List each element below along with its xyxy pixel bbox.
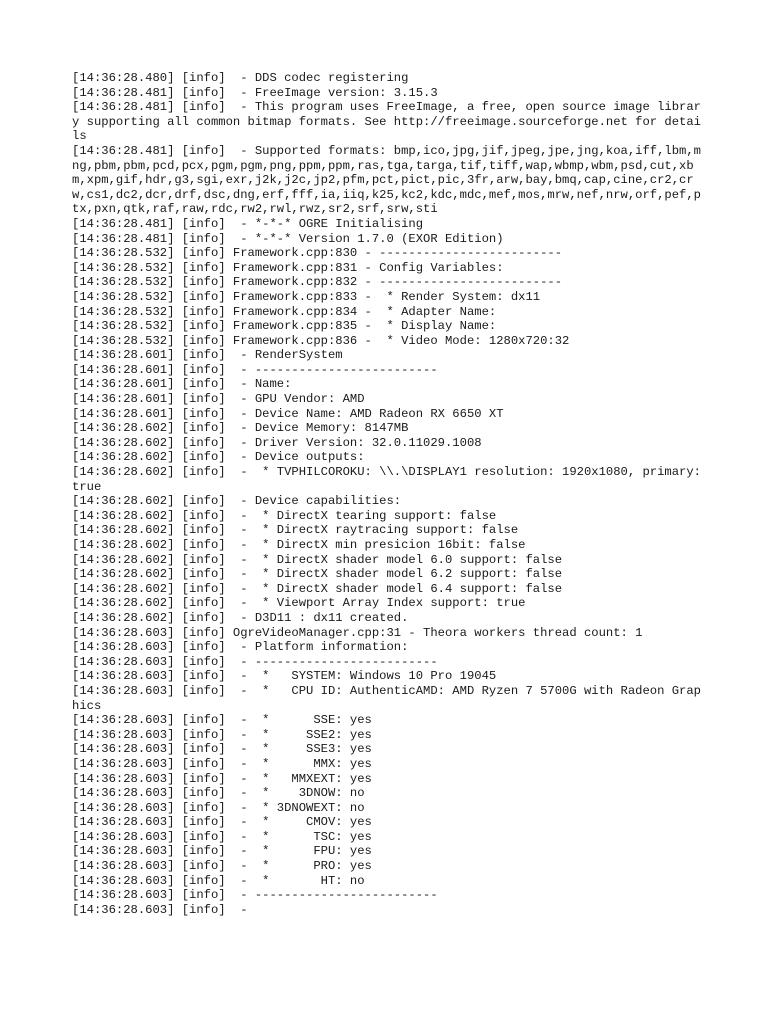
- log-line: [14:36:28.602] [info] - * DirectX min presicion 16bit: false: [72, 538, 526, 552]
- log-line: [14:36:28.601] [info] - Name:: [72, 377, 292, 392]
- log-line: [14:36:28.602] [info] - Device capabilities:: [72, 494, 402, 509]
- log-line: [14:36:28.603] [info] - Platform information:: [72, 640, 409, 655]
- log-line: [14:36:28.603] [info] - * MMXEXT: yes: [72, 771, 372, 786]
- log-line: [14:36:28.601] [info] - RenderSystem: [72, 348, 343, 363]
- log-line: [14:36:28.603] [info] - * MMX: yes: [72, 756, 372, 771]
- log-line: [14:36:28.603] [info] - * TSC: yes: [72, 829, 372, 844]
- log-line: [14:36:28.532] [info] Framework.cpp:834 - * Adapter Name:: [72, 304, 497, 319]
- log-line: [14:36:28.532] [info] Framework.cpp:836 - * Video Mode: 1280x720:32: [72, 333, 570, 348]
- log-line: [14:36:28.481] [info] - Supported formats: bmp,ico,jpg,jif,jpeg,jpe,jng,koa,iff,lbm,mng,pbm,pbm,pcd,pcx,pgm,pgm,png,ppm,ppm,ras,tga,targa,tif,tiff,wap,wbmp,wbm,psd,cut,xbm,xpm,gif,hdr,g3,sgi,exr,j2k,j2c,jp2,pfm,pct,pict,pic,3fr,arw,bay,bmq,cap,cine,cr2,crw,cs1,dc2,dcr,drf,dsc,dng,erf,fff,ia,iiq,k25,kc2,kdc,mdc,mef,mos,mrw,nef,nrw,orf,pef,ptx,pxn,qtk,raf,raw,rdc,rw2,rwl,rwz,sr2,srf,srw,sti: [72, 143, 701, 217]
- log-line: [14:36:28.603] [info] - * HT: no: [72, 873, 365, 888]
- log-line: [14:36:28.602] [info] - * TVPHILCOROKU: \\.\DISPLAY1 resolution: 1920x1080, primary: true: [72, 465, 709, 494]
- log-line: [14:36:28.603] [info] - * PRO: yes: [72, 859, 372, 874]
- log-line: [14:36:28.602] [info] - * DirectX raytracing support: false: [72, 523, 519, 538]
- log-text-block: [72, 71, 709, 917]
- log-line: [14:36:28.603] [info] - * CPU ID: AuthenticAMD: AMD Ryzen 7 5700G with Radeon Graphics: [72, 683, 701, 713]
- log-line: [14:36:28.603] [info] - * SSE: yes: [72, 713, 372, 728]
- log-line: [14:36:28.603] [info] - * FPU: yes: [72, 844, 372, 859]
- log-line: [14:36:28.602] [info] - Driver Version: 32.0.11029.1008: [72, 435, 482, 450]
- log-line: [14:36:28.532] [info] Framework.cpp:832 - -------------------------: [72, 275, 563, 290]
- log-line: [14:36:28.480] [info] - DDS codec registering: [72, 71, 409, 85]
- log-line: [14:36:28.601] [info] - Device Name: AMD Radeon RX 6650 XT: [72, 406, 504, 421]
- log-line: [14:36:28.603] [info] - * SYSTEM: Windows 10 Pro 19045: [72, 669, 497, 684]
- log-line: [14:36:28.602] [info] - Device outputs:: [72, 450, 365, 465]
- log-line: [14:36:28.603] [info] OgreVideoManager.cpp:31 - Theora workers thread count: 1: [72, 625, 643, 640]
- log-line: [14:36:28.481] [info] - *-*-* OGRE Initialising: [72, 216, 424, 231]
- log-line: [14:36:28.603] [info] - -------------------------: [72, 654, 438, 669]
- log-line: [14:36:28.602] [info] - * DirectX tearing support: false: [72, 508, 497, 523]
- log-line: [14:36:28.603] [info] - * CMOV: yes: [72, 815, 372, 830]
- log-line: [14:36:28.603] [info] - * SSE2: yes: [72, 727, 372, 742]
- log-line: [14:36:28.602] [info] - D3D11 : dx11 created.: [72, 610, 409, 625]
- log-line: [14:36:28.602] [info] - * DirectX shader model 6.0 support: false: [72, 552, 563, 567]
- log-line: [14:36:28.602] [info] - * Viewport Array Index support: true: [72, 596, 526, 611]
- log-line: [14:36:28.601] [info] - GPU Vendor: AMD: [72, 392, 365, 407]
- log-line: [14:36:28.532] [info] Framework.cpp:835 - * Display Name:: [72, 319, 497, 334]
- log-line: [14:36:28.532] [info] Framework.cpp:830 - -------------------------: [72, 246, 563, 261]
- log-line: [14:36:28.602] [info] - Device Memory: 8147MB: [72, 421, 409, 436]
- log-line: [14:36:28.603] [info] - * 3DNOW: no: [72, 786, 365, 801]
- log-line: [14:36:28.481] [info] - *-*-* Version 1.7.0 (EXOR Edition): [72, 231, 504, 246]
- log-line: [14:36:28.481] [info] - FreeImage version: 3.15.3: [72, 85, 438, 100]
- log-line: [14:36:28.602] [info] - * DirectX shader model 6.2 support: false: [72, 567, 563, 582]
- log-line: [14:36:28.602] [info] - * DirectX shader model 6.4 support: false: [72, 581, 563, 596]
- log-line: [14:36:28.481] [info] - This program uses FreeImage, a free, open source image library supporting all common bitmap formats. See http://freeimage.sourceforge.net for details: [72, 100, 701, 144]
- log-line: [14:36:28.603] [info] - -------------------------: [72, 888, 438, 903]
- log-line: [14:36:28.601] [info] - -------------------------: [72, 362, 438, 377]
- log-line: [14:36:28.603] [info] -: [72, 902, 248, 917]
- log-line: [14:36:28.532] [info] Framework.cpp:833 - * Render System: dx11: [72, 289, 541, 304]
- log-line: [14:36:28.603] [info] - * SSE3: yes: [72, 742, 372, 757]
- log-line: [14:36:28.532] [info] Framework.cpp:831 - Config Variables:: [72, 260, 504, 275]
- log-line: [14:36:28.603] [info] - * 3DNOWEXT: no: [72, 800, 365, 815]
